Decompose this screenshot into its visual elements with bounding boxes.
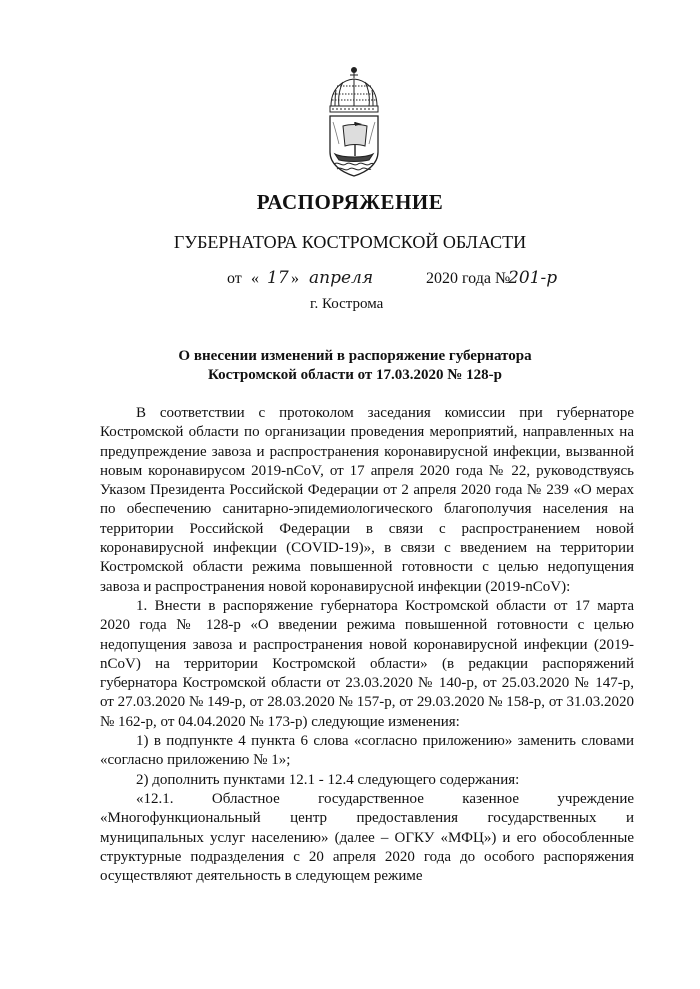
paragraph-subitem-1: 1) в подпункте 4 пункта 6 слова «согласно приложению» заменить словами «согласно приложению № 1»; xyxy=(100,733,634,769)
shield-icon xyxy=(330,116,378,176)
paragraph-preamble: В соответствии с протоколом заседания комиссии при губернаторе Костромской области по организации проведения мероприятий, направленных на предупреждение завоза и распространения коронавирусной инфекции, вызванной новым коронавирусом 2019-nCoV, от 17 апреля 2020 года № 22, руководствуясь Указом Президента Российской Федерации от 2 апреля 2020 года № 239 «О мерах по обеспечению санитарно-эпидемиологического благополучия населения на территории Российской Федерации в связи с распространением новой коронавирусной инфекции (COVID-19)», в связи с введением на территории Костромской области режима повышенной готовности с целью недопущения завоза и распространения новой коронавирусной инфекции (2019-nCoV): xyxy=(100,405,634,595)
paragraph-subitem-2: 2) дополнить пунктами 12.1 - 12.4 следующего содержания: xyxy=(136,771,520,788)
kostroma-coat-of-arms-emblem xyxy=(325,66,383,178)
subject-line-1: О внесении изменений в распоряжение губернатора xyxy=(178,348,532,364)
city-name: г. Кострома xyxy=(310,296,384,312)
paragraph-item-1: 1. Внести в распоряжение губернатора Костромской области от 17 марта 2020 года № 128-р «О введении режима повышенной готовности с целью недопущения завоза и распространения новой коронавирусной инфекции (2019-nCoV) на территории Костромской области» (в редакции распоряжений губернатора Костромской области от 23.03.2020 № 140-р, от 25.03.2020 № 147-р, от 27.03.2020 № 149-р, от 28.03.2020 № 157-р, от 29.03.2020 № 158-р, от 31.03.2020 № 162-р, от 04.04.2020 № 173-р) следующие изменения: xyxy=(100,597,634,730)
handwritten-number: 201-р xyxy=(508,268,558,288)
document-subtitle: ГУБЕРНАТОРА КОСТРОМСКОЙ ОБЛАСТИ xyxy=(173,232,527,252)
date-year-text: 2020 года № xyxy=(426,270,511,287)
handwritten-month: апреля xyxy=(309,268,374,288)
crown-icon xyxy=(330,68,378,113)
subject-line-2: Костромской области от 17.03.2020 № 128-р xyxy=(208,367,502,383)
paragraph-clause-12-1: «12.1. Областное государственное казенное учреждение «Многофункциональный центр предоставления государственных и муниципальных услуг населению» (далее – ОГКУ «МФЦ») и его обособленные структурные подразделения с 20 апреля 2020 года до особого распоряжения осуществляют деятельность в следующем режиме xyxy=(100,790,634,885)
date-open-quote: « xyxy=(251,270,259,287)
date-prefix: от xyxy=(227,270,242,287)
handwritten-day: 17 xyxy=(267,268,289,288)
date-close-quote: » xyxy=(291,270,299,287)
document-title: РАСПОРЯЖЕНИЕ xyxy=(256,190,444,214)
document-subject xyxy=(100,347,610,385)
document-body xyxy=(100,404,634,886)
date-number-line xyxy=(227,268,587,294)
